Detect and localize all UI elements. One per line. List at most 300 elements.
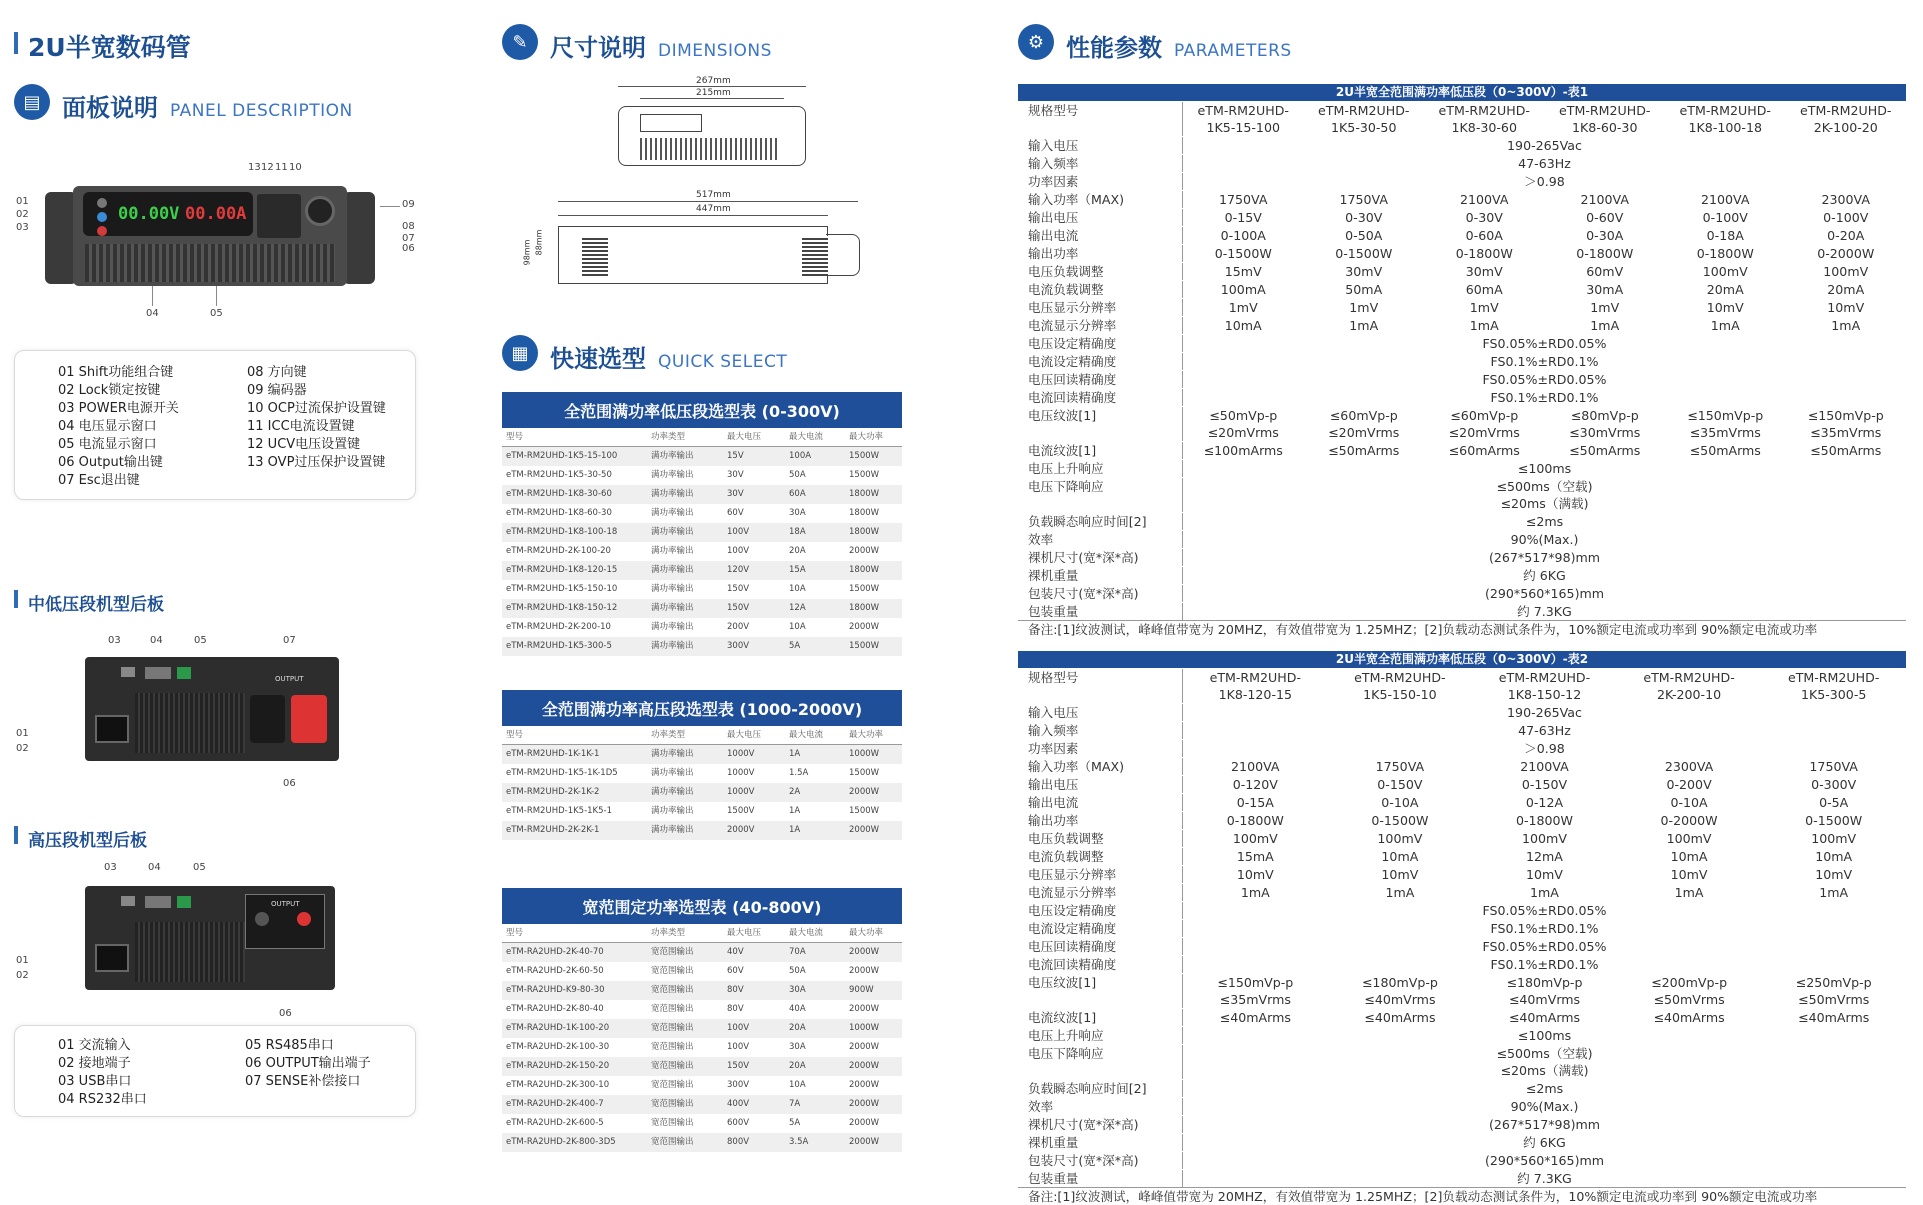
rear-high-image [85,886,335,990]
param-row-label: 电压回读精确度 [1018,371,1183,388]
quick-table-cell: 满功率输出 [651,546,694,556]
param-cell-line: 0-300V [1811,777,1857,792]
rear-low-title: 中低压段机型后板 [28,595,164,615]
param-cell-line: 10mA [1224,318,1262,333]
param-row [1018,901,1906,919]
param-row-label: 电流显示分辨率 [1018,884,1183,901]
quick-table-cell: 5A [785,637,845,656]
quick-table-header: 最大功率 [845,726,902,745]
quick-table-grid [502,726,902,840]
model-line-2: 1K8-100-18 [1688,120,1762,135]
quick-table-cell: eTM-RM2UHD-1K5-30-50 [506,470,612,480]
param-cell-line: ≤100mArms [1203,443,1283,458]
param-cell [1328,974,1473,1008]
param-cell [1545,245,1666,262]
param-cell [1304,281,1425,298]
param-table-title: 2U半宽全范围满功率低压段（0~300V）-表1 [1018,84,1906,101]
quick-table-cell: 1800W [845,523,902,542]
param-cell-line: 2300VA [1664,759,1714,774]
param-full-line: 约 6KG [1523,568,1566,583]
param-cell-line: 0-1500W [1214,246,1272,261]
param-cell-line: 30mV [1345,264,1383,279]
dimensions-header [550,28,772,63]
param-row-values [1183,866,1906,883]
param-row-values [1183,1027,1906,1044]
param-row-label: 电压纹波[1] [1018,407,1183,441]
param-cell [1424,209,1545,226]
param-row-values [1183,776,1906,793]
quick-table-cell: 50A [789,470,806,480]
param-row-label: 负载瞬态响应时间[2] [1018,513,1183,530]
quick-table-cell: 1500V [727,806,755,816]
front-panel-image [45,186,375,286]
param-cell-line: ≤150mVp-p [1217,975,1294,990]
param-cell-line: 2100VA [1520,759,1569,774]
param-cell [1304,299,1425,316]
param-full-line: 47-63Hz [1518,156,1571,171]
param-cell [1183,209,1304,226]
model-line-2: 2K-100-20 [1813,120,1878,135]
quick-table-cell: 1500W [849,806,880,816]
quick-table-cell: 1800W [845,561,902,580]
param-row [1018,829,1906,847]
lock-button [97,212,107,222]
param-cell-line: ≤60mArms [1448,443,1520,458]
parameters-table-2 [1018,651,1906,1205]
quick-table-cell: 20A [789,546,806,556]
param-cell-line: 20mA [1706,282,1744,297]
param-model-values [1183,669,1906,703]
param-row-label: 电流显示分辨率 [1018,317,1183,334]
param-full-line: 47-63Hz [1518,723,1571,738]
param-cell [1545,227,1666,244]
param-cell [1617,794,1762,811]
param-cell [1761,974,1906,1008]
param-cell [1183,317,1304,334]
quick-table-cell: 2000W [849,1080,880,1090]
param-model-cell [1761,669,1906,703]
param-cell-line: 2100VA [1231,759,1280,774]
param-row [1018,584,1906,602]
quick-table-cell: 30A [789,1042,806,1052]
param-cell-line: ≤50mArms [1689,443,1761,458]
right-handle [343,192,375,284]
param-full-value [1183,371,1906,388]
model-line-1: eTM-RM2UHD- [1643,670,1735,685]
quick-table-cell: eTM-RA2UHD-2K-100-30 [506,1042,610,1052]
param-cell-line: ≤60mVp-p [1329,408,1398,423]
callout-13: 13 [248,162,261,173]
quick-table-header: 型号 [502,726,647,745]
quick-table-cell: 300V [723,637,785,656]
param-row-label: 输出电流 [1018,794,1183,811]
dimensions-heading-en: DIMENSIONS [658,41,772,61]
page-title: 2U半宽数码管 [28,33,191,62]
callout-01: 01 [16,196,29,207]
param-cell [1183,281,1304,298]
key-pad [257,194,301,238]
quick-table-cell: 1500W [849,470,880,480]
quick-table-cell: eTM-RM2UHD-1K8-30-60 [502,485,647,504]
param-cell [1786,442,1907,459]
param-full-line: 约 7.3KG [1517,604,1572,619]
param-cell [1665,245,1786,262]
param-row-label: 输出功率 [1018,245,1183,262]
param-cell [1472,974,1617,1008]
param-row-values [1183,173,1906,190]
param-cell [1617,830,1762,847]
param-cell [1761,1009,1906,1026]
param-cell-line: ≤20mVrms [1448,425,1520,440]
param-row-label: 包装尺寸(宽*深*高) [1018,585,1183,602]
param-full-line: ≤100ms [1517,461,1572,476]
param-row [1018,739,1906,757]
param-row-values [1183,974,1906,1008]
parameters-table-1 [1018,84,1906,638]
param-cell [1786,191,1907,208]
param-row-values [1183,335,1906,352]
param-cell-line: 10mA [1815,849,1853,864]
param-cell-line: 2100VA [1460,192,1509,207]
quick-table-cell: 1000W [845,1019,902,1038]
param-row-values [1183,549,1906,566]
callout: 06 [283,778,296,789]
param-cell-line: 1mV [1349,300,1379,315]
param-cell-line: 1mA [1385,885,1415,900]
quick-table-cell: eTM-RM2UHD-1K5-1K5-1 [506,806,613,816]
param-full-line: FS0.05%±RD0.05% [1482,903,1607,918]
model-line-1: eTM-RM2UHD- [1197,103,1289,118]
rs485-port [177,896,191,908]
param-cell-line: 0-1800W [1696,246,1754,261]
param-cell [1424,407,1545,441]
param-cell [1665,209,1786,226]
quick-table-cell: eTM-RM2UHD-2K-2K-1 [502,821,647,840]
param-row-values [1183,1152,1906,1169]
param-cell [1424,191,1545,208]
param-row [1018,154,1906,172]
quick-table-cell: eTM-RA2UHD-2K-60-50 [506,966,604,976]
quick-table-cell: 满功率输出 [647,599,723,618]
param-cell-line: 10mV [1236,867,1274,882]
param-full-value [1183,1134,1906,1151]
rear-vent [135,922,245,982]
param-row-label: 输入频率 [1018,722,1183,739]
param-cell-line: ≤150mVp-p [1687,408,1764,423]
param-cell [1761,776,1906,793]
param-cell-line: 0-2000W [1660,813,1718,828]
param-full-line: 约 6KG [1523,1135,1566,1150]
param-row-values [1183,704,1906,721]
param-cell-line: ≤50mVp-p [1209,408,1278,423]
param-cell-line: 30mA [1586,282,1624,297]
front-dimension-drawing [618,76,806,168]
param-full-line: 190-265Vac [1507,705,1582,720]
param-row-label: 裸机重量 [1018,567,1183,584]
param-cell-line: 1750VA [1809,759,1858,774]
param-cell [1761,794,1906,811]
dim-447: 447mm [696,204,731,214]
param-cell-line: 0-150V [1521,777,1568,792]
param-cell [1617,866,1762,883]
model-line-2: 1K8-60-30 [1572,120,1638,135]
param-cell [1424,442,1545,459]
legend-item: 06 Output输出键 [58,455,163,470]
param-full-value [1183,956,1906,973]
params-heading-zh: 性能参数 [1066,34,1162,62]
param-row-label: 电流设定精确度 [1018,353,1183,370]
quick-table-header: 最大电压 [723,726,785,745]
param-row-label: 电流回读精确度 [1018,956,1183,973]
param-row [1018,441,1906,459]
param-cell-line: 100mV [1666,831,1712,846]
legend-item: 04 电压显示窗口 [58,419,157,434]
param-row [1018,1079,1906,1097]
param-full-value [1183,603,1906,620]
param-cell-line: 1mA [1469,318,1499,333]
param-cell-line: ≤50mArms [1328,443,1400,458]
quick-table-cell: 满功率输出 [647,447,723,466]
legend-item: 07 SENSE补偿接口 [245,1074,361,1089]
param-row-values [1183,758,1906,775]
dim-line [558,201,858,202]
param-cell-line: ≤50mVrms [1798,992,1870,1007]
callout: 02 [16,970,29,981]
quick-table-cell: 2000V [723,821,785,840]
quick-table-cell: eTM-RA2UHD-2K-400-7 [502,1095,647,1114]
param-full-line: (290*560*165)mm [1484,586,1605,601]
model-line-2: 1K8-30-60 [1451,120,1517,135]
quick-table-cell: eTM-RA2UHD-2K-300-10 [506,1080,610,1090]
param-cell [1665,442,1786,459]
param-cell [1183,227,1304,244]
param-cell [1472,1009,1617,1026]
param-row-label: 电流纹波[1] [1018,1009,1183,1026]
legend-item: 01 交流输入 [58,1038,131,1053]
param-full-line: FS0.1%±RD0.1% [1490,390,1599,405]
param-cell [1665,263,1786,280]
param-cell [1183,442,1304,459]
param-cell [1424,245,1545,262]
model-line-1: eTM-RM2UHD- [1209,670,1301,685]
quick-select-table-low [502,392,902,656]
quick-table-cell: 30V [723,485,785,504]
param-cell [1617,776,1762,793]
quick-table-cell: 1500W [849,768,880,778]
quick-table-header: 型号 [502,428,647,447]
param-row-values [1183,1116,1906,1133]
param-cell [1472,758,1617,775]
param-cell-line: 10mV [1706,300,1744,315]
param-row-values [1183,263,1906,280]
quick-table-cell: 2000W [845,1095,902,1114]
quick-table-cell: 满功率输出 [651,768,694,778]
panel-section-header [62,88,353,123]
param-row-label: 电流设定精确度 [1018,920,1183,937]
model-line-1: eTM-RM2UHD- [1559,103,1651,118]
param-cell-line: 30mV [1465,264,1503,279]
quick-table-cell: 20A [785,1019,845,1038]
param-cell-line: 0-10A [1670,795,1708,810]
param-cell [1183,191,1304,208]
param-full-value [1183,1098,1906,1115]
rs485-port [177,667,191,679]
param-cell-line: 1mA [1530,885,1559,900]
param-full-line: 190-265Vac [1507,138,1582,153]
rear-legend [14,1025,416,1117]
param-cell [1424,299,1545,316]
param-cell [1328,866,1473,883]
model-line-2: 1K8-150-12 [1507,687,1582,702]
param-cell [1786,227,1907,244]
param-full-line: FS0.05%±RD0.05% [1482,372,1607,387]
quick-table-cell: 宽范围输出 [647,1095,723,1114]
param-row-label: 电压负载调整 [1018,263,1183,280]
param-model-values [1183,102,1906,136]
param-row [1018,298,1906,316]
param-row-values [1183,848,1906,865]
param-row-label: 输出电压 [1018,209,1183,226]
callout-09: 09 [402,199,415,210]
param-row [1018,226,1906,244]
legend-item: 04 RS232串口 [58,1092,147,1107]
legend-item: 03 POWER电源开关 [58,401,179,416]
param-row-values [1183,353,1906,370]
param-row-label: 电压显示分辨率 [1018,866,1183,883]
param-model-cell [1328,669,1473,703]
quick-table-cell: 70A [785,943,845,962]
param-row-label: 包装重量 [1018,1170,1183,1187]
model-line-1: eTM-RM2UHD- [1498,670,1591,685]
quick-table-cell: 2000W [845,943,902,962]
quick-table-cell: 宽范围输出 [647,1019,723,1038]
quick-table-cell: 800V [723,1133,785,1152]
param-row-label: 电压负载调整 [1018,830,1183,847]
quick-table-cell: 1A [789,806,801,816]
param-cell-line: 0-10A [1381,795,1419,810]
dimensions-heading-zh: 尺寸说明 [550,34,646,62]
param-row-label: 包装重量 [1018,603,1183,620]
param-cell-line: 0-100V [1823,210,1869,225]
param-cell [1761,812,1906,829]
callout-03: 03 [16,222,29,233]
param-cell [1472,848,1617,865]
param-cell-line: 0-30V [1345,210,1383,225]
param-cell-line: ≤60mVp-p [1450,408,1519,423]
quick-table-cell: eTM-RM2UHD-1K8-120-15 [502,561,647,580]
param-full-value [1183,478,1906,512]
param-cell-line: 1mA [1819,885,1849,900]
model-line-1: eTM-RM2UHD- [1800,103,1892,118]
param-row-label: 电压设定精确度 [1018,335,1183,352]
quick-table-cell: 1A [785,745,845,764]
quick-table-header: 最大电压 [723,924,785,943]
ac-input [95,944,129,972]
current-display: 00.00A [185,204,247,224]
param-cell-line: 0-200V [1666,777,1712,792]
quick-table-cell: 80V [727,1004,744,1014]
param-row [1018,602,1906,620]
param-cell [1183,794,1328,811]
param-full-value [1183,1116,1906,1133]
param-row [1018,775,1906,793]
param-row [1018,388,1906,406]
param-row-label: 输入功率（MAX) [1018,191,1183,208]
param-cell [1328,812,1473,829]
param-row-label: 包装尺寸(宽*深*高) [1018,1152,1183,1169]
param-cell [1304,317,1425,334]
param-cell-line: 1mA [1349,318,1379,333]
model-line-2: 1K5-30-50 [1331,120,1397,135]
rear-vent [135,693,245,753]
param-cell-line: 1mV [1590,300,1620,315]
param-cell [1328,794,1473,811]
param-cell-line: 0-100V [1702,210,1748,225]
param-row-values [1183,137,1906,154]
quick-table-cell: 2000W [849,1004,880,1014]
param-cell [1304,407,1425,441]
quick-table-cell: eTM-RA2UHD-K9-80-30 [502,981,647,1000]
param-row-label: 输入电压 [1018,137,1183,154]
panel-heading-zh: 面板说明 [62,94,158,122]
param-cell [1304,191,1425,208]
param-cell-line: 100mV [1232,831,1278,846]
param-full-value [1183,513,1906,530]
param-cell [1665,191,1786,208]
param-row-label: 效率 [1018,1098,1183,1115]
param-cell-line: ≤50mArms [1569,443,1641,458]
model-line-2: 1K5-15-100 [1206,120,1280,135]
legend-item: 03 USB串口 [58,1074,132,1089]
quick-table-cell: 1800W [849,508,880,518]
quick-table-cell: 60V [727,508,744,518]
quick-table-cell: 1.5A [789,768,809,778]
quick-table-cell: 满功率输出 [651,508,694,518]
param-full-value [1183,460,1906,477]
param-cell-line: 1750VA [1375,759,1425,774]
quick-table-cell: 满功率输出 [651,584,694,594]
param-full-value [1183,722,1906,739]
param-row-values [1183,209,1906,226]
param-full-line: ＞0.98 [1524,174,1565,189]
param-cell-line: 10mV [1815,867,1853,882]
quick-table-cell: 40V [723,943,785,962]
quick-table-cell: 宽范围输出 [647,1133,723,1152]
param-cell [1786,245,1907,262]
quick-table-cell: 宽范围输出 [647,943,723,962]
quick-table-cell: 900W [845,981,902,1000]
param-row-label: 输入频率 [1018,155,1183,172]
param-row-label: 输入功率（MAX) [1018,758,1183,775]
quick-table-cell: 200V [727,622,750,632]
param-cell-line: 2300VA [1821,192,1870,207]
param-cell [1786,317,1907,334]
param-cell-line: 0-1500W [1371,813,1429,828]
param-row-values [1183,830,1906,847]
param-cell-line: 15mV [1224,264,1262,279]
param-cell-line: ≤35mVrms [1689,425,1761,440]
quick-table-cell: eTM-RA2UHD-2K-600-5 [506,1118,604,1128]
param-row-values [1183,1134,1906,1151]
param-row-label: 电流负载调整 [1018,848,1183,865]
param-cell-line: 0-2000W [1817,246,1875,261]
param-row-label: 规格型号 [1018,102,1183,136]
param-row [1018,721,1906,739]
param-cell-line: ≤180mVp-p [1361,975,1438,990]
callout-10: 10 [289,162,302,173]
param-row-label: 输出电流 [1018,227,1183,244]
param-full-value [1183,740,1906,757]
